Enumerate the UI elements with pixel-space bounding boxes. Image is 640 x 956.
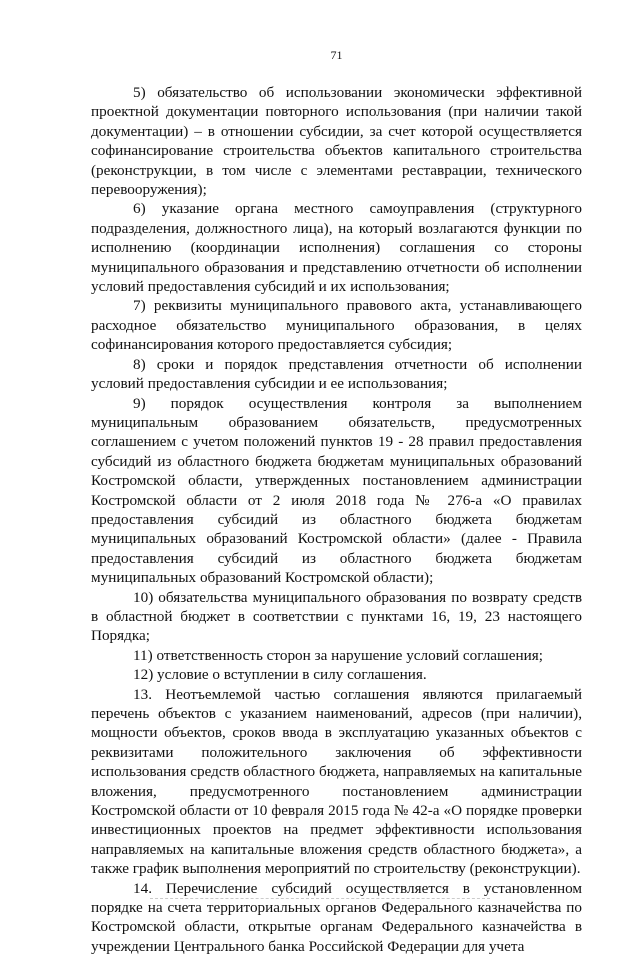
scan-bottom-edge [150,898,490,899]
paragraph-item-9: 9) порядок осуществления контроля за выполнением муниципальным образованием обязательств, предусмотренных соглашением с учетом положений пунктов 19 - 28 правил предоставления субсидий из областного бюджета бюджетам муниципальных образований Костромской области, утвержденных постановлением администрации Костромской области от 2 июля 2018 года № 276-а «О правилах предоставления субсидий из областного бюджета бюджетам муниципальных образований Костромской области» (далее - Правила предоставления субсидий из областного бюджета бюджетам муниципальных образований Костромской области); [91,394,582,587]
paragraph-item-7: 7) реквизиты муниципального правового акта, устанавливающего расходное обязательство муниципального образования, в целях софинансирования которого предоставляется субсидия; [91,297,582,354]
paragraph-clause-14: 14. Перечисление субсидий осуществляется в установленном порядке на счета территориальных органов Федерального казначейства по Костромской области, открытые органам Федерального казначейства в учреждении Центрального банка Российской Федерации для учета [91,879,582,955]
paragraph-clause-13: 13. Неотъемлемой частью соглашения являются прилагаемый перечень объектов с указанием наименований, адресов (при наличии), мощности объектов, сроков ввода в эксплуатацию указанных объектов с реквизитами положительного заключения об эффективности использования средств областного бюджета, направляемых на капитальные вложения, предусмотренного постановлением администрации Костромской области от 10 февраля 2015 года № 42-а «О порядке проверки инвестиционных проектов на предмет эффективности использования направляемых на капитальные вложения средств областного бюджета», а также график выполнения мероприятий по строительству (реконструкции). [91,685,582,878]
paragraph-item-12: 12) условие о вступлении в силу соглашения. [133,666,427,684]
paragraph-item-8: 8) сроки и порядок представления отчетности об исполнении условий предоставления субсидии и ее использования; [91,355,582,393]
page-number: 71 [330,48,343,62]
paragraph-item-5: 5) обязательство об использовании экономически эффективной проектной документации повторного использования (при наличии такой документации) – в отношении субсидии, за счет которой осуществляется софинансирование строительства объектов капитального строительства (реконструкции, в том числе с элементами реставрации, технического перевооружения); [91,84,582,199]
paragraph-item-6: 6) указание органа местного самоуправления (структурного подразделения, должностного лица), на который возлагаются функции по исполнению (координации исполнения) соглашения со стороны муниципального образования и представлению отчетности об исполнении условий предоставления субсидий и их использования; [91,200,582,296]
paragraph-item-11: 11) ответственность сторон за нарушение условий соглашения; [133,646,543,664]
paragraph-item-10: 10) обязательства муниципального образования по возврату средств в областной бюджет в соответствии с пунктами 16, 19, 23 настоящего Порядка; [91,588,582,645]
